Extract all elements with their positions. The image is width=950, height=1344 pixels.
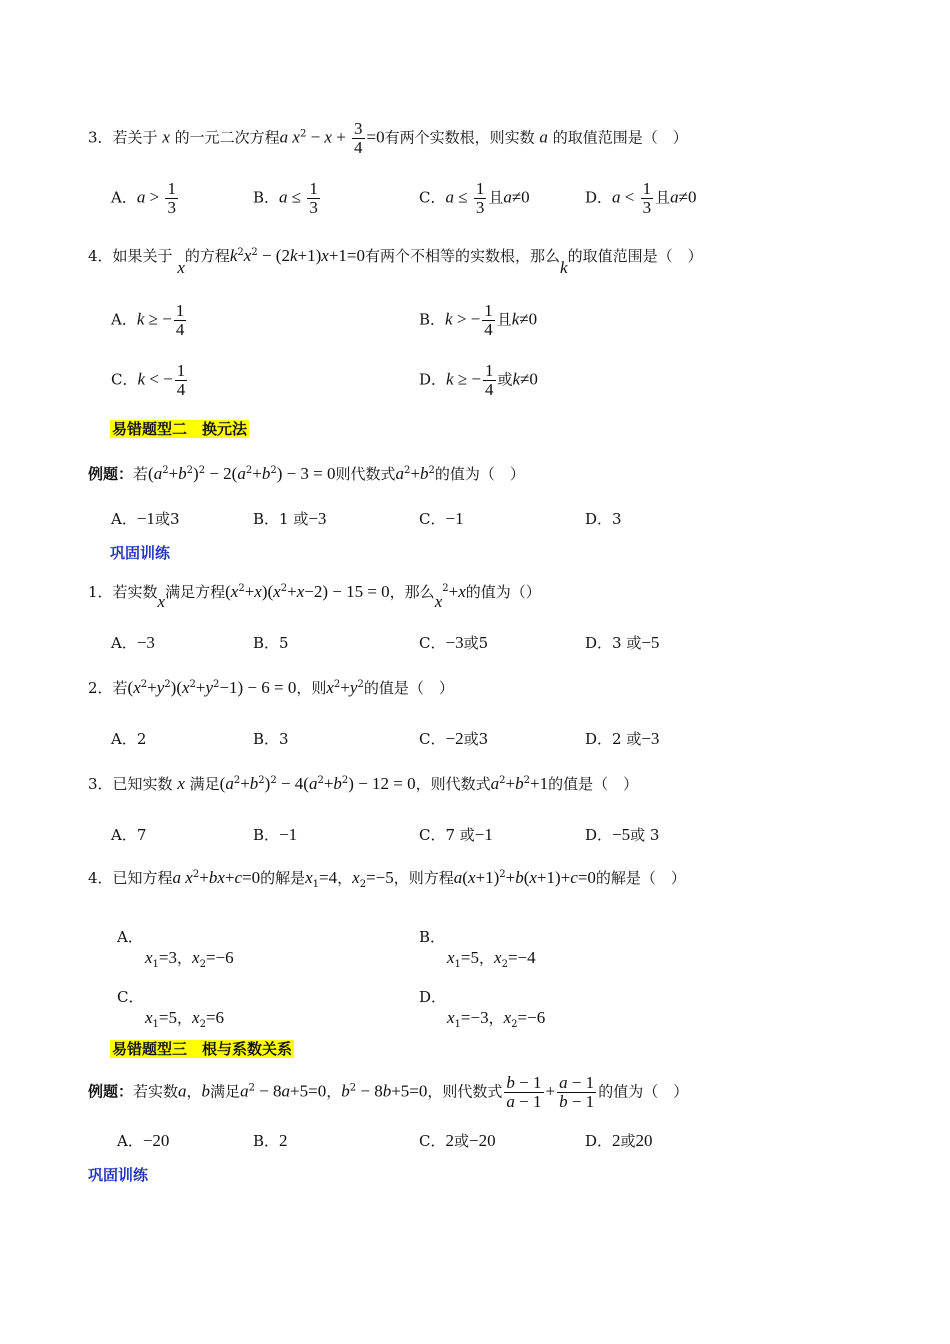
practice2-question-4: 4．已知方程a $x^2+bx+c=0$的解是$x_1=4$，$x_2=-5$，则方程$a(x+1)^2+b(x+1)+c=0$的解是（ ） <box>88 868 686 890</box>
p2q1-option-c[interactable]: C．−3或5 <box>419 633 489 652</box>
p2q4-option-c[interactable]: C． $x_1=5$，$x_2=6$ <box>117 988 225 1030</box>
p2q3-option-a[interactable]: A．7 <box>111 826 147 844</box>
q3-option-b[interactable]: B．a ≤ $\frac{1}{3}$ <box>253 179 318 217</box>
q3-option-c[interactable]: C．a ≤ $\frac{1}{3}$ 且a≠0 <box>419 179 530 217</box>
p2q1-option-b[interactable]: B．5 <box>253 634 289 652</box>
p2q3-option-b[interactable]: B．−1 <box>253 825 298 844</box>
ex2-option-d[interactable]: D．3 <box>585 510 622 528</box>
ex2-option-b[interactable]: B．1 或−3 <box>253 509 327 528</box>
p2q4-option-d[interactable]: D． $x_1=-3$，$x_2=-6$ <box>419 988 546 1030</box>
p2q2-option-b[interactable]: B．3 <box>253 730 289 748</box>
p2q2-option-d[interactable]: D．2 或−3 <box>585 729 660 748</box>
ex3-option-b[interactable]: B．2 <box>253 1131 288 1150</box>
example-2: 例题：若$(a^2+b^2)^2 - 2(a^2+b^2) - 3 = 0$则代数式$a^2+b^2$的值为（ ） <box>88 464 525 483</box>
p2q3-option-d[interactable]: D．−5或 3 <box>585 825 660 844</box>
example-3: 例题：若实数a，b满足$a^2 - 8a+5=0$，$b^2 - 8b+5=0$，则代数式 $\frac{b - 1}{a - 1}$ + $\frac{a - 1}{b - 1}$ 的值为（ ） <box>88 1073 689 1111</box>
practice-title-2: 巩固训练 <box>110 544 171 562</box>
p2q1-option-d[interactable]: D．3 或−5 <box>585 633 660 652</box>
p2q2-option-c[interactable]: C．−2或3 <box>419 729 489 748</box>
practice2-question-1: 1．若实数x满足方程$(x^2+x)(x^2+x-2) - 15 = 0$，那么$x^2+x$的值为（） <box>88 582 541 611</box>
ex3-option-d[interactable]: D．2或20 <box>585 1131 653 1150</box>
q3-option-d[interactable]: D．a < $\frac{1}{3}$ 且a≠0 <box>585 179 697 217</box>
p2q3-option-c[interactable]: C．7 或−1 <box>419 825 493 844</box>
practice2-question-3: 3．已知实数 x 满足$(a^2+b^2)^2 - 4(a^2+b^2) - 12 = 0$，则代数式$a^2+b^2+1$的值是（ ） <box>88 774 639 793</box>
ex2-option-a[interactable]: A．−1或3 <box>111 509 180 528</box>
p2q1-option-a[interactable]: A．−3 <box>111 633 155 652</box>
section-heading-2: 易错题型二 换元法 <box>112 420 248 438</box>
q3-option-a[interactable]: A．a > $\frac{1}{3}$ <box>111 179 176 217</box>
practice-title-3: 巩固训练 <box>88 1166 149 1184</box>
ex3-option-a[interactable]: A．−20 <box>117 1131 170 1150</box>
q4-option-c[interactable]: C．k < − $\frac{1}{4}$ <box>111 361 186 399</box>
q4-option-b[interactable]: B．k > − $\frac{1}{4}$ 且k≠0 <box>419 301 538 339</box>
section-heading-3: 易错题型三 根与系数关系 <box>112 1040 293 1058</box>
ex2-option-c[interactable]: C．−1 <box>419 509 464 528</box>
ex3-option-c[interactable]: C．2或−20 <box>419 1131 496 1150</box>
q4-option-a[interactable]: A．k ≥ − $\frac{1}{4}$ <box>111 301 185 339</box>
p2q4-option-a[interactable]: A． $x_1=3$，$x_2=-6$ <box>117 928 234 970</box>
question-4: 4．如果关于 x的方程$k^2x^2 - (2k+1)x+1=0$有两个不相等的实数根，那么k的取值范围是（ ） <box>88 246 703 277</box>
practice2-question-2: 2．若$(x^2+y^2)(x^2+y^2-1) - 6 = 0$，则$x^2+y^2$的值是（ ） <box>88 678 454 697</box>
p2q4-option-b[interactable]: B． $x_1=5$，$x_2=-4$ <box>419 928 536 970</box>
q4-option-d[interactable]: D．k ≥ − $\frac{1}{4}$ 或k≠0 <box>419 361 538 399</box>
question-3: 3．若关于 x 的一元二次方程a $x^2 - x$ + $\frac{3}{4}$ =0有两个实数根，则实数 a 的取值范围是（ ） <box>88 119 688 157</box>
p2q2-option-a[interactable]: A．2 <box>111 730 147 748</box>
